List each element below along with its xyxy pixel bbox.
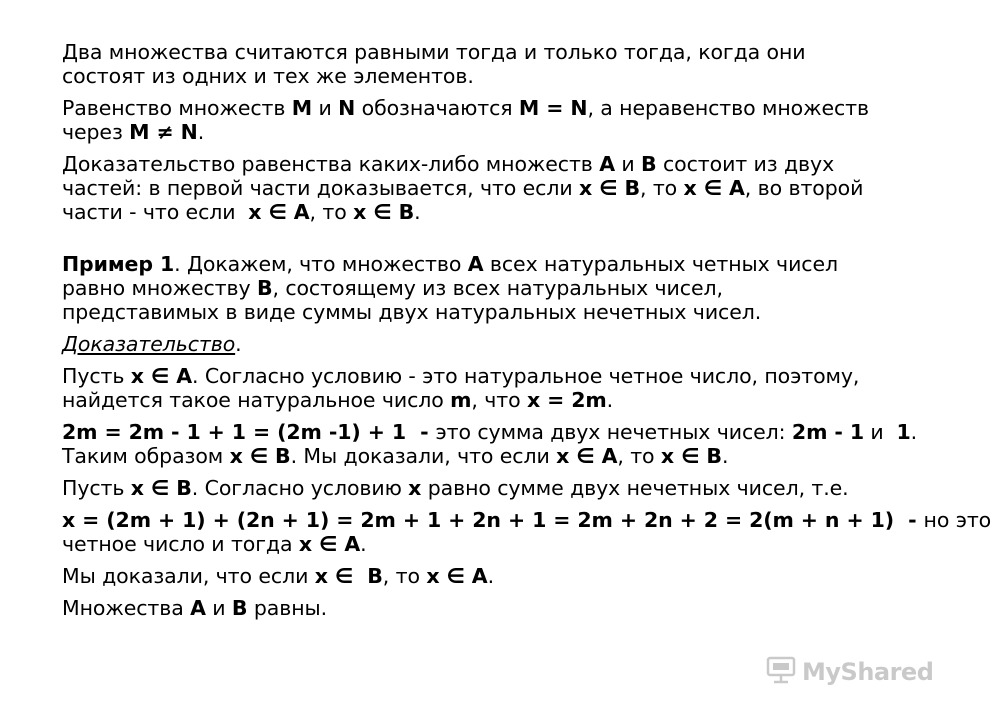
text-line <box>62 596 922 620</box>
text: . <box>360 532 367 556</box>
text: Пусть <box>62 364 131 388</box>
text: , во второй <box>744 176 864 200</box>
text: всех натуральных четных чисел <box>483 252 838 276</box>
math-symbol: M <box>291 96 313 120</box>
paragraph-proof-method <box>62 152 922 224</box>
text: . <box>414 200 421 224</box>
paragraph-notation <box>62 96 922 144</box>
paragraph-proof-step-3 <box>62 476 922 500</box>
text-line <box>62 152 922 176</box>
paragraph-proof-step-4 <box>62 508 991 556</box>
math-symbol: B <box>641 152 657 176</box>
text: и <box>863 420 897 444</box>
text-line <box>62 40 922 64</box>
math-expression: x ∈ A <box>556 444 618 468</box>
text: состоят из одних и тех же элементов. <box>62 64 474 88</box>
text: , то <box>640 176 684 200</box>
math-symbol: x <box>408 476 422 500</box>
paragraph-proof-heading <box>62 332 922 356</box>
math-expression: x ∈ A <box>683 176 745 200</box>
math-symbol: - <box>894 508 924 532</box>
text-line <box>62 120 922 144</box>
text: и <box>312 96 339 120</box>
math-expression: x ∈ B <box>353 200 415 224</box>
math-expression: 2m = 2m - 1 + 1 = (2m -1) + 1 <box>62 420 406 444</box>
paragraph-set-equality-definition <box>62 40 922 88</box>
text: части - что если <box>62 200 249 224</box>
text: равно множеству <box>62 276 257 300</box>
text: равны. <box>247 596 328 620</box>
text: , состоящему из всех натуральных чисел, <box>272 276 723 300</box>
proof-heading: Доказательство <box>62 332 236 356</box>
text-line <box>62 564 922 588</box>
text: представимых в виде суммы двух натуральных нечетных чисел. <box>62 300 762 324</box>
math-symbol: A <box>467 252 484 276</box>
math-symbol: B <box>256 276 273 300</box>
text-line <box>62 200 922 224</box>
text: равно сумме двух нечетных чисел, т.е. <box>421 476 849 500</box>
text: , а неравенство множеств <box>587 96 869 120</box>
math-expression: x ∈ B <box>314 564 383 588</box>
text: . <box>721 444 729 468</box>
math-expression: x ∈ A <box>130 364 193 388</box>
text: через <box>62 120 130 144</box>
text-line <box>62 96 922 120</box>
text: но это <box>923 508 991 532</box>
text: . Докажем, что множество <box>174 252 468 276</box>
text-line <box>62 176 922 200</box>
watermark-text: MyShared <box>802 658 934 686</box>
text: Доказательство равенства каких-либо множеств <box>62 152 600 176</box>
text: Пусть <box>62 476 131 500</box>
paragraph-proof-conclusion <box>62 564 922 588</box>
text-line <box>62 332 922 356</box>
math-expression: x = 2m <box>526 388 607 412</box>
text: , то <box>382 564 427 588</box>
math-symbol: - <box>406 420 436 444</box>
math-expression: M ≠ N <box>129 120 198 144</box>
text-line <box>62 388 922 412</box>
slide-content <box>62 40 991 628</box>
math-symbol: A <box>599 152 615 176</box>
watermark <box>766 656 933 688</box>
text: Мы доказали, что если <box>62 564 315 588</box>
text: Два множества считаются равными тогда и только тогда, когда они <box>62 40 806 64</box>
text: . <box>235 332 242 356</box>
text-line <box>62 64 922 88</box>
math-expression: x ∈ A <box>298 532 361 556</box>
text-line <box>62 300 922 324</box>
math-symbol: m <box>450 388 472 412</box>
text-line <box>62 532 922 556</box>
math-expression: x ∈ B <box>130 476 192 500</box>
text: Таким образом <box>62 444 230 468</box>
text: . <box>487 564 494 588</box>
text: и <box>205 596 232 620</box>
math-expression: x ∈ B <box>578 176 640 200</box>
math-symbol: 1 <box>896 420 911 444</box>
paragraph-proof-step-2 <box>62 420 922 468</box>
math-symbol: B <box>231 596 248 620</box>
text-line <box>62 364 922 388</box>
example-label: Пример 1 <box>62 252 175 276</box>
text: обозначаются <box>355 96 519 120</box>
text: найдется такое натуральное число <box>62 388 451 412</box>
text-line <box>62 276 922 300</box>
text: , то <box>617 444 661 468</box>
math-symbol: N <box>338 96 356 120</box>
text-line <box>62 508 991 532</box>
projector-screen-icon <box>766 655 796 689</box>
text: . <box>910 420 918 444</box>
text: и <box>614 152 642 176</box>
text: . Мы доказали, что если <box>290 444 557 468</box>
text: , то <box>309 200 354 224</box>
text-line <box>62 252 922 276</box>
text: четное число и тогда <box>62 532 299 556</box>
paragraph-example-statement <box>62 252 922 324</box>
text-line <box>62 420 922 444</box>
text-line <box>62 476 922 500</box>
text: состоит из двух <box>656 152 835 176</box>
math-expression: x ∈ A <box>248 200 310 224</box>
paragraph-proof-step-1 <box>62 364 922 412</box>
math-symbol: A <box>190 596 206 620</box>
math-expression: M = N <box>518 96 588 120</box>
text-line <box>62 444 922 468</box>
text: частей: в первой части доказывается, что если <box>62 176 579 200</box>
text: . Согласно условию <box>191 476 409 500</box>
text: это сумма двух нечетных чисел: <box>435 420 792 444</box>
text: Равенство множеств <box>62 96 292 120</box>
paragraph-final-statement <box>62 596 922 620</box>
text: . <box>606 388 614 412</box>
text: , что <box>471 388 527 412</box>
math-expression: x ∈ B <box>229 444 291 468</box>
math-expression: 2m - 1 <box>791 420 864 444</box>
text: Множества <box>62 596 191 620</box>
math-expression: x ∈ B <box>660 444 722 468</box>
text: . Согласно условию - это натуральное четное число, поэтому, <box>192 364 860 388</box>
math-expression: x = (2m + 1) + (2n + 1) = 2m + 1 + 2n + 1 = 2m + 2n + 2 = 2(m + n + 1) <box>62 508 894 532</box>
text: . <box>197 120 205 144</box>
math-expression: x ∈ A <box>426 564 488 588</box>
